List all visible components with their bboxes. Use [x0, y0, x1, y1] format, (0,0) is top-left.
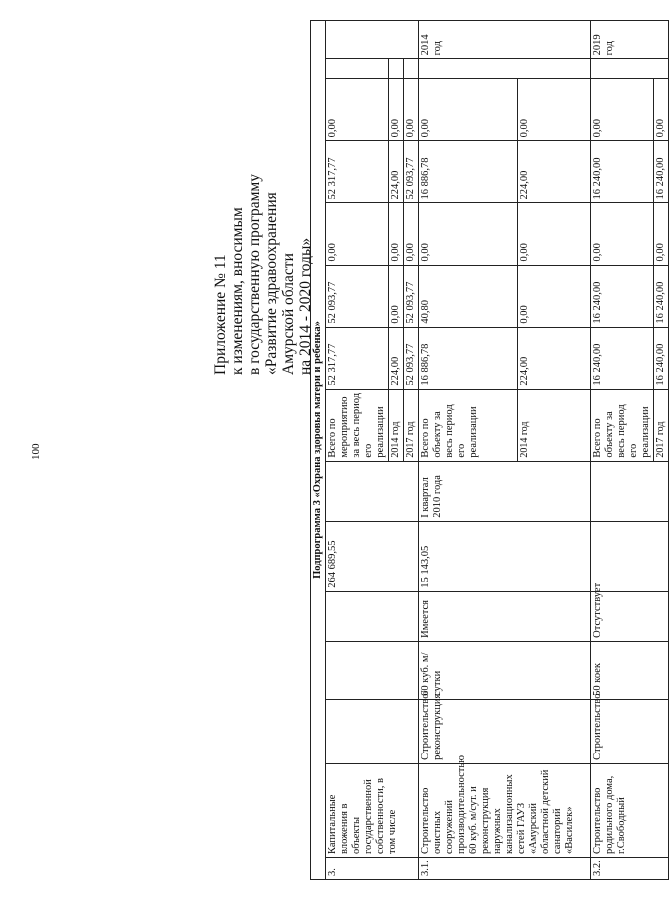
- value-cell: 16 886,78: [419, 141, 518, 203]
- value-cell: 0,00: [404, 79, 419, 141]
- completion-year: 2014 год: [419, 21, 591, 59]
- value-cell: 52 093,77: [404, 327, 419, 389]
- heading-line: «Развитие здравоохранения: [263, 192, 280, 375]
- value-cell: 0,00: [591, 203, 654, 265]
- object-name: Капитальные вложения в объекты государственной собственности, в том числе: [326, 763, 419, 857]
- value-cell: 0,00: [419, 203, 518, 265]
- rotated-page: [210, 20, 666, 880]
- heading-line: в государственную программу: [246, 174, 263, 375]
- value-cell: 16 240,00: [591, 141, 654, 203]
- value-cell: 16 240,00: [591, 327, 654, 389]
- object-name: Строительство очистных сооружений производительностью 60 куб. м/сут. и реконструкция наружных канализационных сетей ГАУЗ «Амурский областной детский санаторий «Василек»: [419, 763, 591, 857]
- capacity: 50 коек: [591, 641, 669, 699]
- row-number: 3.2.: [591, 857, 669, 879]
- value-cell: 224,00: [518, 141, 591, 203]
- value-cell: 0,00: [326, 203, 389, 265]
- work-type: Строительство: [591, 699, 669, 763]
- value-cell: 0,00: [404, 203, 419, 265]
- period-label: 2017 год: [654, 389, 669, 461]
- value-cell: 16 240,00: [591, 265, 654, 327]
- value-cell: 0,00: [518, 265, 591, 327]
- value-cell: 16 240,00: [654, 141, 669, 203]
- value-cell: 0,00: [654, 203, 669, 265]
- deadline: I квартал 2010 года: [419, 461, 591, 521]
- value-cell: 0,00: [518, 79, 591, 141]
- value-cell: 52 093,77: [404, 141, 419, 203]
- period-label: Всего по объекту за весь период его реализации: [419, 389, 518, 461]
- value-cell: 0,00: [389, 79, 404, 141]
- subprogram-title: Подпрограмма 3 «Охрана здоровья матери и ребенка»: [311, 21, 326, 880]
- design-status: Имеется: [419, 591, 591, 641]
- heading-line: к изменениям, вносимым: [229, 207, 246, 375]
- row-number: 3.1.: [419, 857, 591, 879]
- value-cell: 0,00: [419, 79, 518, 141]
- period-label: Всего по мероприятию за весь период его реализации: [326, 389, 389, 461]
- value-cell: 16 240,00: [654, 327, 669, 389]
- page-number: 100: [30, 443, 42, 460]
- value-cell: 0,00: [389, 265, 404, 327]
- heading-line: Приложение № 11: [212, 254, 229, 375]
- design-status: Отсутствует: [591, 591, 669, 641]
- row-number: 3.: [326, 857, 419, 879]
- value-cell: 0,00: [591, 79, 654, 141]
- value-cell: 52 317,77: [326, 327, 389, 389]
- value-cell: 16 240,00: [654, 265, 669, 327]
- estimated-cost: 15 143,05: [419, 521, 591, 591]
- heading-line: на 2014 - 2020 годы»: [297, 237, 314, 375]
- value-cell: 224,00: [389, 327, 404, 389]
- value-cell: 0,00: [326, 79, 389, 141]
- completion-year: 2019 год: [591, 21, 669, 59]
- value-cell: 0,00: [389, 203, 404, 265]
- value-cell: 52 093,77: [404, 265, 419, 327]
- value-cell: 0,00: [654, 79, 669, 141]
- value-cell: 0,00: [518, 203, 591, 265]
- appendix-heading: [212, 35, 314, 375]
- estimated-cost: 264 689,55: [326, 521, 419, 591]
- table-row: [419, 21, 518, 880]
- program-table: [310, 20, 669, 880]
- heading-line: Амурской области: [280, 253, 297, 375]
- object-name: Строительство родильного дома, г.Свободный: [591, 763, 669, 857]
- period-label: 2017 год: [404, 389, 419, 461]
- period-label: 2014 год: [389, 389, 404, 461]
- value-cell: 40,80: [419, 265, 518, 327]
- table-row: [591, 21, 654, 880]
- value-cell: 52 093,77: [326, 265, 389, 327]
- subprogram-row: [311, 21, 326, 880]
- value-cell: 224,00: [389, 141, 404, 203]
- value-cell: 224,00: [518, 327, 591, 389]
- period-label: 2014 год: [518, 389, 591, 461]
- table-row: [326, 21, 389, 880]
- period-label: Всего по объекту за весь период его реализации: [591, 389, 654, 461]
- value-cell: 16 886,78: [419, 327, 518, 389]
- work-type: Строительство/ реконструкция: [419, 699, 591, 763]
- capacity: 60 куб. м/сутки: [419, 641, 591, 699]
- value-cell: 52 317,77: [326, 141, 389, 203]
